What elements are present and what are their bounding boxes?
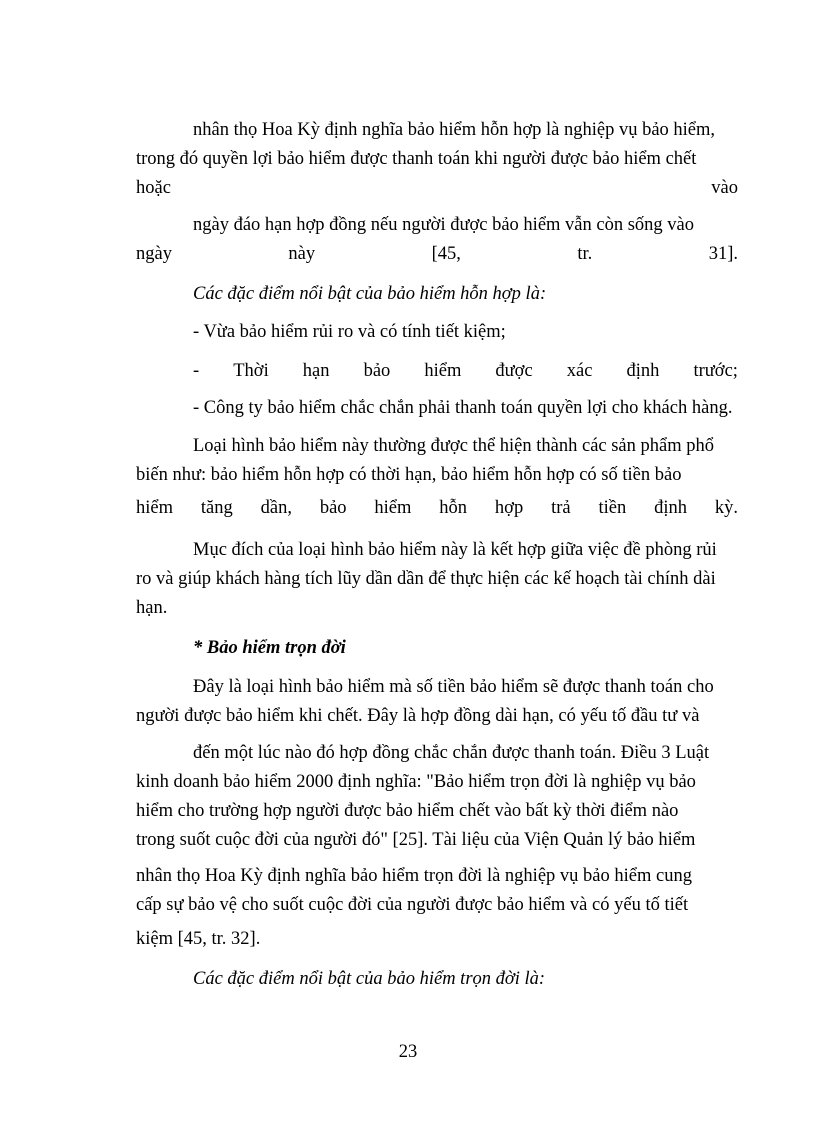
text-line: hạn.: [136, 598, 168, 618]
text-line: Đây là loại hình bảo hiểm mà số tiền bảo hiểm sẽ được thanh toán cho: [193, 677, 714, 697]
word: hiểm: [424, 361, 462, 381]
word: 31].: [708, 244, 738, 264]
word: hợp: [494, 498, 524, 518]
word: tr.: [577, 244, 593, 264]
text-line: [136, 496, 738, 520]
word: bảo: [363, 361, 391, 381]
text-line: hiểm cho trường hợp người được bảo hiểm chết vào bất kỳ thời điểm nào: [136, 801, 679, 821]
word: hạn: [302, 361, 330, 381]
word: kỳ.: [714, 498, 738, 518]
text-line: [136, 176, 738, 200]
word: này: [288, 244, 316, 264]
word: định: [654, 498, 687, 518]
word: tiền: [598, 498, 627, 518]
text-line: ro và giúp khách hàng tích lũy dần dần để thực hiện các kế hoạch tài chính dài: [136, 569, 716, 589]
section-intro: Các đặc điểm nổi bật của bảo hiểm hỗn hợp là:: [193, 284, 547, 304]
page-number: 23: [398, 1042, 418, 1062]
text-line: kinh doanh bảo hiểm 2000 định nghĩa: "Bảo hiểm trọn đời là nghiệp vụ bảo: [136, 772, 696, 792]
list-item: - Công ty bảo hiểm chắc chắn phải thanh toán quyền lợi cho khách hàng.: [193, 398, 733, 418]
word: -: [193, 361, 200, 381]
word: Thời: [233, 361, 269, 381]
text-line: Loại hình bảo hiểm này thường được thể hiện thành các sản phẩm phổ: [193, 436, 714, 456]
text-line: đến một lúc nào đó hợp đồng chắc chắn được thanh toán. Điều 3 Luật: [193, 743, 710, 763]
text-line: nhân thọ Hoa Kỳ định nghĩa bảo hiểm hỗn hợp là nghiệp vụ bảo hiểm,: [193, 120, 716, 140]
text-line: kiệm [45, tr. 32].: [136, 929, 261, 949]
text-line: trong đó quyền lợi bảo hiểm được thanh toán khi người được bảo hiểm chết: [136, 149, 697, 169]
text-line: Mục đích của loại hình bảo hiểm này là kết hợp giữa việc đề phòng rủi: [193, 540, 717, 560]
section-intro: Các đặc điểm nổi bật của bảo hiểm trọn đời là:: [193, 969, 546, 989]
word: được: [495, 361, 533, 381]
list-item: [193, 359, 738, 383]
list-item: - Vừa bảo hiểm rủi ro và có tính tiết kiệm;: [193, 322, 506, 342]
text-line: cấp sự bảo vệ cho suốt cuộc đời của người được bảo hiểm và có yếu tố tiết: [136, 895, 689, 915]
word: hỗn: [439, 498, 468, 518]
section-heading: * Bảo hiểm trọn đời: [193, 638, 346, 658]
text-line: ngày đáo hạn hợp đồng nếu người được bảo hiểm vẫn còn sống vào: [193, 215, 695, 235]
word: hiểm: [136, 498, 173, 518]
word: hoặc: [136, 178, 171, 198]
text-line: biến như: bảo hiểm hỗn hợp có thời hạn, bảo hiểm hỗn hợp có số tiền bảo: [136, 465, 682, 485]
text-line: người được bảo hiểm khi chết. Đây là hợp đồng dài hạn, có yếu tố đầu tư và: [136, 706, 700, 726]
text-line: [136, 242, 738, 266]
word: hiểm: [374, 498, 412, 518]
word: vào: [711, 178, 738, 198]
word: trả: [551, 498, 571, 518]
word: [45,: [431, 244, 461, 264]
word: dần,: [260, 498, 292, 518]
word: định: [626, 361, 660, 381]
word: trước;: [693, 361, 738, 381]
word: tăng: [200, 498, 233, 518]
word: xác: [566, 361, 593, 381]
word: bảo: [319, 498, 347, 518]
text-line: trong suốt cuộc đời của người đó" [25]. Tài liệu của Viện Quản lý bảo hiểm: [136, 830, 696, 850]
word: ngày: [136, 244, 172, 264]
text-line: nhân thọ Hoa Kỳ định nghĩa bảo hiểm trọn đời là nghiệp vụ bảo hiểm cung: [136, 866, 692, 886]
